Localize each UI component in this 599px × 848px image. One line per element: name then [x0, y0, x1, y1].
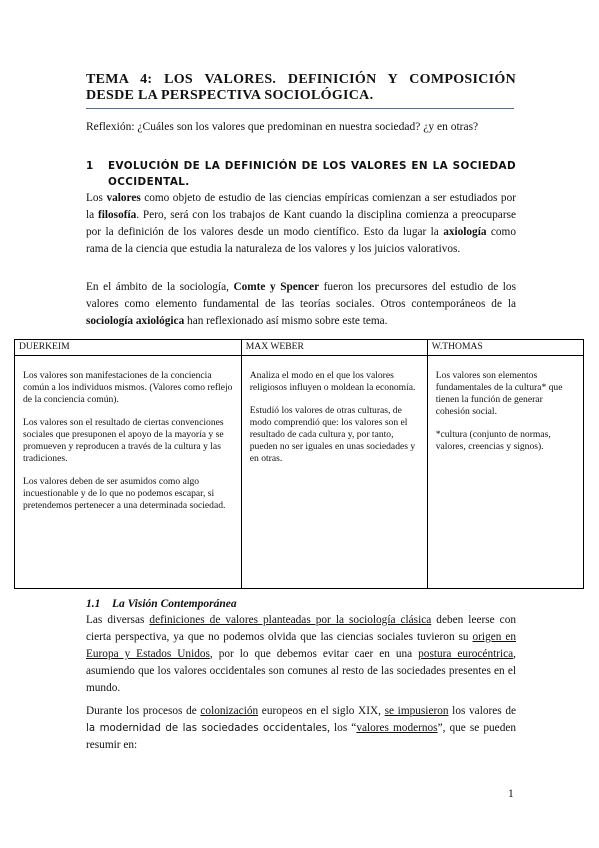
table-cell-weber: [241, 356, 427, 589]
page-number: 1: [508, 788, 514, 800]
text-run: fueron los precursores del estudio de los valores como elemento fundamental de las teorías sociales. Otros contemporáneos de la: [86, 281, 516, 310]
underlined-text: valores modernos: [356, 722, 438, 734]
text-run: como objeto de estudio de las ciencias empíricas comienzan a ser estudiados por la: [86, 192, 516, 221]
bold-term: axiología: [443, 226, 487, 238]
table-header-cell: MAX WEBER: [241, 340, 427, 356]
text-run: europeos en el siglo XIX,: [258, 705, 385, 717]
table-cell-durkheim: [15, 356, 242, 589]
section-number: 1: [86, 160, 94, 172]
text-run: . Pero, será con los trabajos de Kant cuando la disciplina comienza a preocuparse por la definición de los valores desde un modo científico. Esto da lugar la: [86, 209, 516, 238]
subsection-heading: [86, 598, 237, 610]
page-title: TEMA 4: LOS VALORES. DEFINICIÓN Y COMPOSICIÓN DESDE LA PERSPECTIVA SOCIOLÓGICA.: [86, 72, 516, 103]
bold-term: sociología axiológica: [86, 315, 185, 327]
text-run: Los: [86, 192, 107, 204]
underlined-text: postura eurocéntrica: [418, 648, 514, 660]
cell-paragraph: Estudió los valores de otras culturas, de modo comprendió que: los valores son el resultado de cada cultura y, por tanto, pueden no ser iguales en unas sociedades y en otras.: [249, 405, 416, 464]
authors-comparison-table: [14, 339, 584, 589]
subsection-number: 1.1: [86, 598, 101, 610]
paragraph-values-definition: [86, 190, 516, 258]
underlined-text: se impusieron: [384, 705, 449, 717]
cell-paragraph: Los valores son el resultado de ciertas convenciones sociales que presuponen el apoyo de la mayoría y se promueven y reproducen a través de la cultura y las tradiciones.: [23, 417, 224, 464]
text-run: ”, que se pueden resumir en:: [86, 722, 517, 751]
text-run: los valores de: [448, 705, 516, 717]
underlined-text: colonización: [200, 705, 259, 717]
underlined-text: origen en Europa y Estados Unidos: [86, 631, 516, 660]
section-title: EVOLUCIÓN DE LA DEFINICIÓN DE LOS VALORES EN LA SOCIEDAD OCCIDENTAL.: [108, 160, 516, 188]
cell-paragraph: Los valores son manifestaciones de la conciencia común a los individuos mismos. (Valores como reflejo de la conciencia común).: [23, 370, 233, 405]
table-row: [15, 356, 584, 589]
subsection-title: La Visión Contemporánea: [112, 598, 237, 610]
title-underline-rule: [86, 108, 514, 109]
text-run: Durante los procesos de: [86, 705, 201, 717]
cell-paragraph: *cultura (conjunto de normas, valores, creencias y signos).: [435, 429, 551, 452]
text-run: Las diversas: [86, 614, 150, 626]
text-run: , asumiendo que los valores occidentales son comunes al resto de las sociedades presentes en el mundo.: [86, 648, 516, 694]
paragraph-contemporary-vision: [86, 612, 516, 697]
text-run: como rama de la ciencia que estudia la naturaleza de los valores y los juicios valorativos.: [86, 226, 516, 255]
text-run: , por lo que debemos evitar caer en una: [209, 648, 419, 660]
text-run: , los “: [327, 722, 357, 734]
paragraph-sociology-precursors: [86, 279, 516, 330]
bold-term: filosofía: [97, 209, 137, 221]
bold-term: valores: [106, 192, 141, 204]
sans-text-run: la modernidad de las sociedades occidentales: [86, 723, 328, 734]
cell-paragraph: Analiza el modo en el que los valores religiosos influyen o moldean la economía.: [249, 370, 416, 393]
reflection-question: Reflexión: ¿Cuáles son los valores que predominan en nuestra sociedad? ¿y en otras?: [86, 121, 479, 133]
text-run: han reflexionado así mismo sobre este tema.: [184, 315, 388, 327]
table-cell-thomas: [427, 356, 583, 589]
cell-paragraph: Los valores deben de ser asumidos como algo incuestionable y de lo que no podemos escapar, si pretendemos pertenecer a una determinada sociedad.: [23, 476, 226, 511]
text-run: deben leerse con cierta perspectiva, ya que no podemos olvida que las ciencias sociales tuvieron su: [86, 614, 516, 643]
table-header-row: [15, 340, 584, 356]
table-header-cell: DUERKEIM: [15, 340, 242, 356]
paragraph-colonization: [86, 703, 516, 754]
bold-term: Comte y Spencer: [233, 281, 320, 293]
cell-paragraph: Los valores son elementos fundamentales de la cultura* que tienen la función de generar cohesión social.: [435, 370, 563, 417]
table-header-cell: W.THOMAS: [427, 340, 583, 356]
text-run: En el ámbito de la sociología,: [86, 281, 234, 293]
underlined-text: definiciones de valores planteadas por la sociología clásica: [149, 614, 432, 626]
